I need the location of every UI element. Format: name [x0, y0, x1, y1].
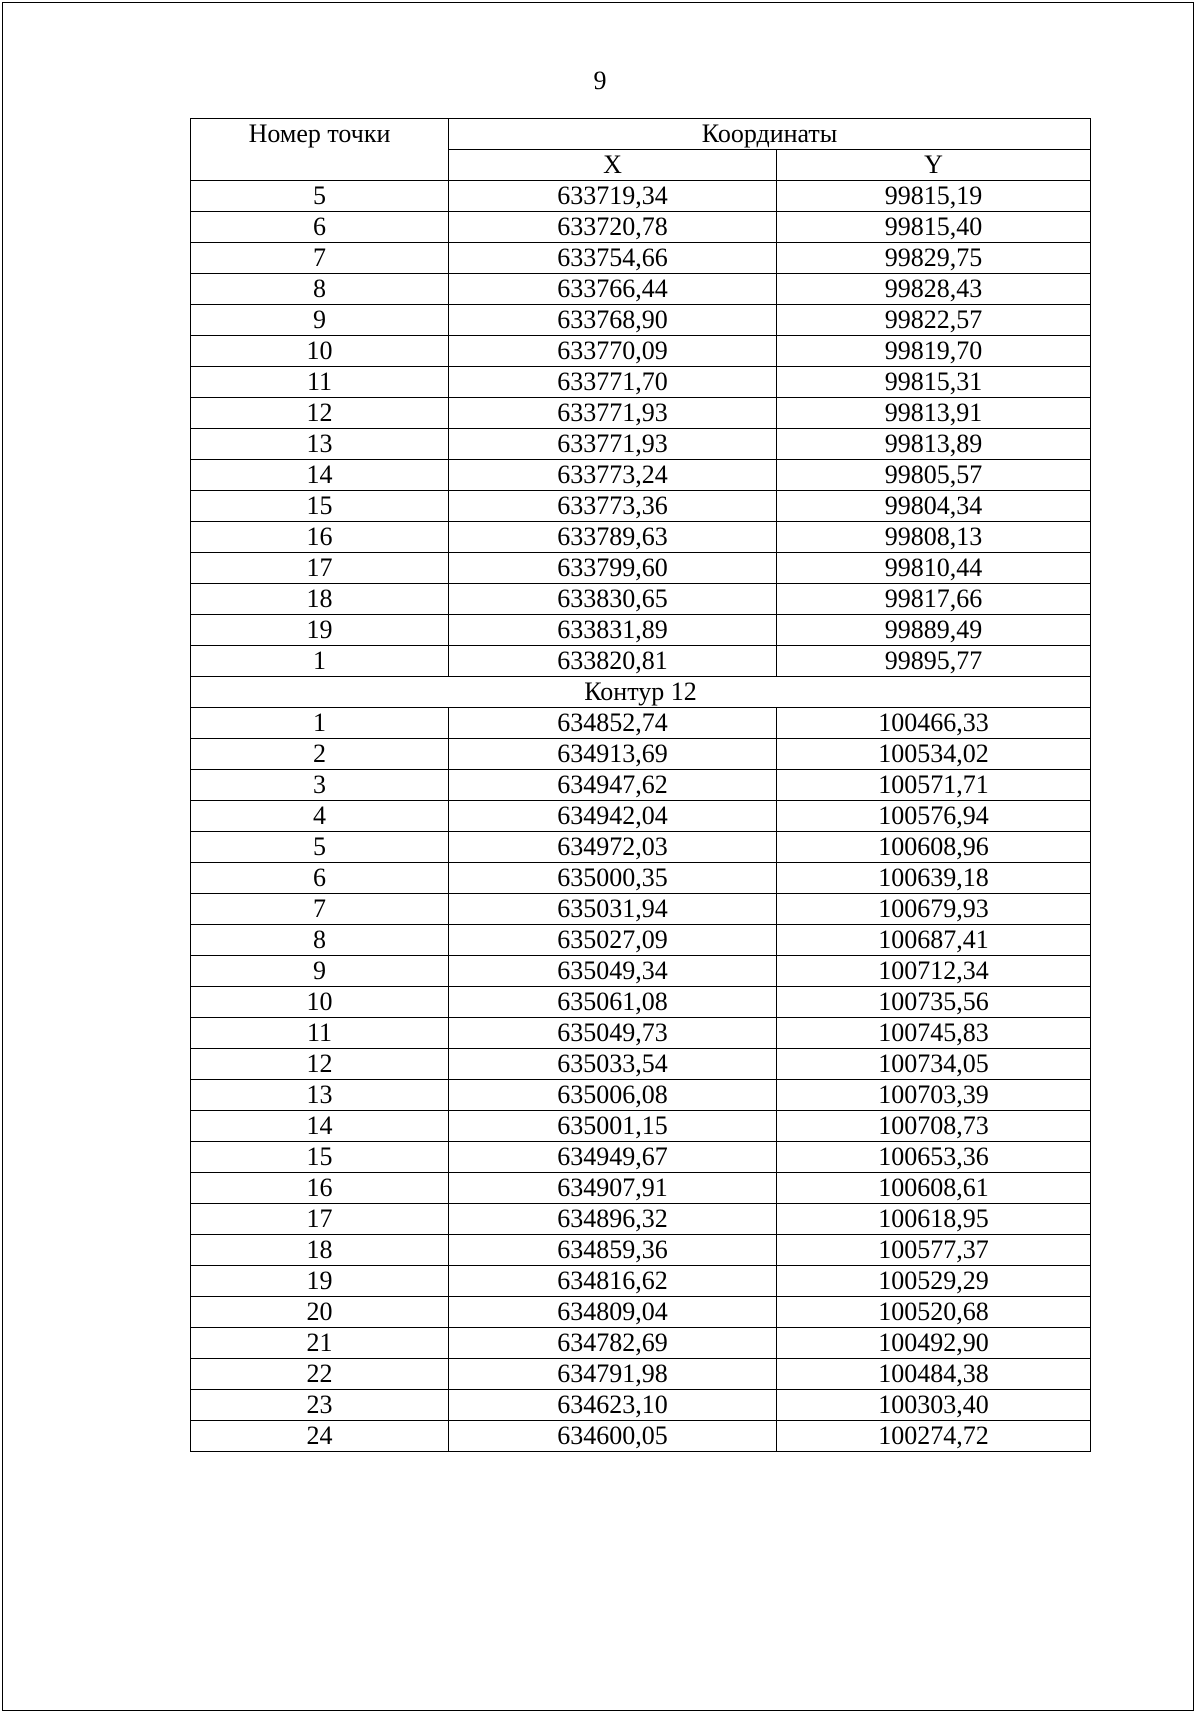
table-row — [191, 956, 1091, 987]
y-coordinate-cell: 99817,66 — [777, 584, 1091, 615]
y-coordinate-cell: 100520,68 — [777, 1297, 1091, 1328]
y-coordinate-cell: 100734,05 — [777, 1049, 1091, 1080]
x-coordinate-cell: 634600,05 — [449, 1421, 777, 1452]
x-coordinate-cell: 633771,93 — [449, 398, 777, 429]
y-coordinate-cell: 100577,37 — [777, 1235, 1091, 1266]
x-coordinate-cell: 633720,78 — [449, 212, 777, 243]
x-coordinate-cell: 634942,04 — [449, 801, 777, 832]
point-number-cell: 24 — [191, 1421, 449, 1452]
point-number-cell: 10 — [191, 987, 449, 1018]
point-number-cell: 12 — [191, 398, 449, 429]
point-number-cell: 11 — [191, 1018, 449, 1049]
x-coordinate-cell: 633771,70 — [449, 367, 777, 398]
rows-after-section — [191, 708, 1091, 1452]
table-row — [191, 1297, 1091, 1328]
y-coordinate-cell: 100618,95 — [777, 1204, 1091, 1235]
table-row — [191, 305, 1091, 336]
point-number-cell: 8 — [191, 274, 449, 305]
x-coordinate-cell: 633719,34 — [449, 181, 777, 212]
point-number-cell: 16 — [191, 522, 449, 553]
point-number-cell: 13 — [191, 429, 449, 460]
y-coordinate-cell: 100484,38 — [777, 1359, 1091, 1390]
point-number-cell: 16 — [191, 1173, 449, 1204]
x-coordinate-cell: 633830,65 — [449, 584, 777, 615]
table-row — [191, 1359, 1091, 1390]
header-coordinates: Координаты — [449, 119, 1091, 150]
x-coordinate-cell: 634947,62 — [449, 770, 777, 801]
y-coordinate-cell: 100576,94 — [777, 801, 1091, 832]
y-coordinate-cell: 100608,96 — [777, 832, 1091, 863]
table-row — [191, 1142, 1091, 1173]
x-coordinate-cell: 634816,62 — [449, 1266, 777, 1297]
y-coordinate-cell: 100687,41 — [777, 925, 1091, 956]
table-row — [191, 336, 1091, 367]
page-number: 9 — [593, 66, 607, 95]
rows-before-section — [191, 181, 1091, 677]
x-coordinate-cell: 634859,36 — [449, 1235, 777, 1266]
y-coordinate-cell: 100608,61 — [777, 1173, 1091, 1204]
point-number-cell: 2 — [191, 739, 449, 770]
point-number-cell: 13 — [191, 1080, 449, 1111]
y-coordinate-cell: 99829,75 — [777, 243, 1091, 274]
x-coordinate-cell: 635000,35 — [449, 863, 777, 894]
x-coordinate-cell: 635027,09 — [449, 925, 777, 956]
x-coordinate-cell: 634972,03 — [449, 832, 777, 863]
table-row — [191, 1018, 1091, 1049]
point-number-cell: 12 — [191, 1049, 449, 1080]
y-coordinate-cell: 100679,93 — [777, 894, 1091, 925]
point-number-cell: 9 — [191, 956, 449, 987]
x-coordinate-cell: 635001,15 — [449, 1111, 777, 1142]
x-coordinate-cell: 633831,89 — [449, 615, 777, 646]
x-coordinate-cell: 634809,04 — [449, 1297, 777, 1328]
table-row — [191, 1173, 1091, 1204]
table-row — [191, 181, 1091, 212]
point-number-cell: 1 — [191, 646, 449, 677]
y-coordinate-cell: 100735,56 — [777, 987, 1091, 1018]
x-coordinate-cell: 635031,94 — [449, 894, 777, 925]
y-coordinate-cell: 99810,44 — [777, 553, 1091, 584]
y-coordinate-cell: 100708,73 — [777, 1111, 1091, 1142]
table-row — [191, 894, 1091, 925]
y-coordinate-cell: 100571,71 — [777, 770, 1091, 801]
table-row — [191, 460, 1091, 491]
y-coordinate-cell: 100745,83 — [777, 1018, 1091, 1049]
point-number-cell: 14 — [191, 1111, 449, 1142]
point-number-cell: 15 — [191, 1142, 449, 1173]
table-row — [191, 770, 1091, 801]
table-row — [191, 1111, 1091, 1142]
point-number-cell: 9 — [191, 305, 449, 336]
point-number-cell: 21 — [191, 1328, 449, 1359]
point-number-cell: 19 — [191, 1266, 449, 1297]
y-coordinate-cell: 99813,89 — [777, 429, 1091, 460]
section-title: Контур 12 — [191, 677, 1091, 708]
point-number-cell: 11 — [191, 367, 449, 398]
table-row — [191, 1204, 1091, 1235]
point-number-cell: 15 — [191, 491, 449, 522]
table-row — [191, 1049, 1091, 1080]
x-coordinate-cell: 633820,81 — [449, 646, 777, 677]
point-number-cell: 3 — [191, 770, 449, 801]
table-row — [191, 429, 1091, 460]
point-number-cell: 6 — [191, 212, 449, 243]
point-number-cell: 22 — [191, 1359, 449, 1390]
header-point-number: Номер точки — [191, 119, 449, 181]
point-number-cell: 23 — [191, 1390, 449, 1421]
x-coordinate-cell: 634913,69 — [449, 739, 777, 770]
point-number-cell: 5 — [191, 832, 449, 863]
table-row — [191, 832, 1091, 863]
y-coordinate-cell: 99819,70 — [777, 336, 1091, 367]
table-row — [191, 925, 1091, 956]
y-coordinate-cell: 99828,43 — [777, 274, 1091, 305]
table-row — [191, 646, 1091, 677]
x-coordinate-cell: 633773,24 — [449, 460, 777, 491]
y-coordinate-cell: 99815,40 — [777, 212, 1091, 243]
x-coordinate-cell: 635033,54 — [449, 1049, 777, 1080]
section-row-group — [191, 677, 1091, 708]
header-y: Y — [777, 150, 1091, 181]
y-coordinate-cell: 99889,49 — [777, 615, 1091, 646]
x-coordinate-cell: 633766,44 — [449, 274, 777, 305]
y-coordinate-cell: 99815,19 — [777, 181, 1091, 212]
point-number-cell: 7 — [191, 894, 449, 925]
point-number-cell: 19 — [191, 615, 449, 646]
y-coordinate-cell: 100534,02 — [777, 739, 1091, 770]
y-coordinate-cell: 99895,77 — [777, 646, 1091, 677]
point-number-cell: 14 — [191, 460, 449, 491]
x-coordinate-cell: 633768,90 — [449, 305, 777, 336]
table-row — [191, 1328, 1091, 1359]
x-coordinate-cell: 633799,60 — [449, 553, 777, 584]
table-row — [191, 553, 1091, 584]
x-coordinate-cell: 635006,08 — [449, 1080, 777, 1111]
table-row — [191, 491, 1091, 522]
table-row — [191, 708, 1091, 739]
x-coordinate-cell: 633789,63 — [449, 522, 777, 553]
point-number-cell: 6 — [191, 863, 449, 894]
table-row — [191, 863, 1091, 894]
table-row — [191, 987, 1091, 1018]
point-number-cell: 4 — [191, 801, 449, 832]
header-x: X — [449, 150, 777, 181]
x-coordinate-cell: 634949,67 — [449, 1142, 777, 1173]
y-coordinate-cell: 99813,91 — [777, 398, 1091, 429]
x-coordinate-cell: 634907,91 — [449, 1173, 777, 1204]
table-row — [191, 274, 1091, 305]
coordinates-table — [190, 118, 1091, 1452]
table-row — [191, 1421, 1091, 1452]
table-row — [191, 1235, 1091, 1266]
x-coordinate-cell: 634782,69 — [449, 1328, 777, 1359]
x-coordinate-cell: 634623,10 — [449, 1390, 777, 1421]
y-coordinate-cell: 100529,29 — [777, 1266, 1091, 1297]
y-coordinate-cell: 100703,39 — [777, 1080, 1091, 1111]
x-coordinate-cell: 633771,93 — [449, 429, 777, 460]
table-row — [191, 584, 1091, 615]
table-row — [191, 1266, 1091, 1297]
y-coordinate-cell: 100274,72 — [777, 1421, 1091, 1452]
y-coordinate-cell: 99808,13 — [777, 522, 1091, 553]
y-coordinate-cell: 100303,40 — [777, 1390, 1091, 1421]
table-row — [191, 615, 1091, 646]
table-row — [191, 522, 1091, 553]
point-number-cell: 17 — [191, 1204, 449, 1235]
y-coordinate-cell: 99822,57 — [777, 305, 1091, 336]
x-coordinate-cell: 634896,32 — [449, 1204, 777, 1235]
y-coordinate-cell: 100492,90 — [777, 1328, 1091, 1359]
table-row — [191, 739, 1091, 770]
table-row — [191, 212, 1091, 243]
point-number-cell: 18 — [191, 1235, 449, 1266]
table-header — [191, 119, 1091, 181]
x-coordinate-cell: 633770,09 — [449, 336, 777, 367]
x-coordinate-cell: 634791,98 — [449, 1359, 777, 1390]
point-number-cell: 18 — [191, 584, 449, 615]
x-coordinate-cell: 635049,34 — [449, 956, 777, 987]
x-coordinate-cell: 635049,73 — [449, 1018, 777, 1049]
point-number-cell: 20 — [191, 1297, 449, 1328]
point-number-cell: 1 — [191, 708, 449, 739]
point-number-cell: 5 — [191, 181, 449, 212]
point-number-cell: 17 — [191, 553, 449, 584]
table-row — [191, 398, 1091, 429]
table-row — [191, 1390, 1091, 1421]
y-coordinate-cell: 100466,33 — [777, 708, 1091, 739]
y-coordinate-cell: 99804,34 — [777, 491, 1091, 522]
table-row — [191, 367, 1091, 398]
y-coordinate-cell: 100712,34 — [777, 956, 1091, 987]
point-number-cell: 10 — [191, 336, 449, 367]
x-coordinate-cell: 633773,36 — [449, 491, 777, 522]
y-coordinate-cell: 100653,36 — [777, 1142, 1091, 1173]
y-coordinate-cell: 99805,57 — [777, 460, 1091, 491]
table-row — [191, 801, 1091, 832]
x-coordinate-cell: 634852,74 — [449, 708, 777, 739]
point-number-cell: 8 — [191, 925, 449, 956]
table-row — [191, 1080, 1091, 1111]
x-coordinate-cell: 633754,66 — [449, 243, 777, 274]
x-coordinate-cell: 635061,08 — [449, 987, 777, 1018]
y-coordinate-cell: 100639,18 — [777, 863, 1091, 894]
y-coordinate-cell: 99815,31 — [777, 367, 1091, 398]
section-row — [191, 677, 1091, 708]
table-row — [191, 243, 1091, 274]
point-number-cell: 7 — [191, 243, 449, 274]
